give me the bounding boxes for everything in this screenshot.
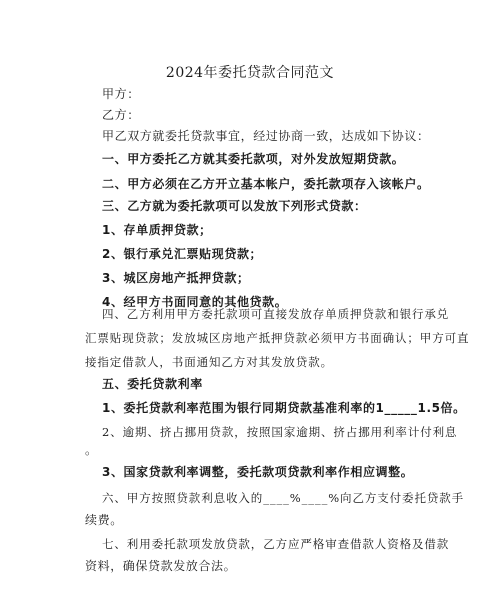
clause-3-item-3: 3、城区房地产抵押贷款； — [102, 271, 250, 285]
clause-2: 二、甲方必须在乙方开立基本帐户，委托款项存入该帐户。 — [102, 177, 430, 191]
document-title: 2024年委托贷款合同范文 — [165, 65, 335, 81]
clause-4-line-3: 接指定借款人，书面通知乙方对其发放贷款。 — [85, 355, 333, 369]
clause-5-heading: 五、委托贷款利率 — [102, 377, 203, 391]
agreement-intro: 甲乙双方就委托贷款事宜，经过协商一致，达成如下协议： — [102, 129, 430, 143]
clause-4-line-1: 四、乙方利用甲方委托款项可直接发放存单质押贷款和银行承兑 — [102, 307, 450, 321]
clause-4-line-2: 汇票贴现贷款；发放城区房地产抵押贷款必须甲方书面确认；甲方可直 — [85, 331, 470, 345]
clause-5-item-3: 3、国家贷款利率调整，委托款项贷款利率作相应调整。 — [102, 465, 414, 479]
party-a-line: 甲方： — [102, 87, 140, 101]
clause-7-line-1: 七、利用委托款项发放贷款，乙方应严格审查借款人资格及借款 — [102, 537, 450, 551]
clause-6-line-1: 六、甲方按照贷款利息收入的____%____%向乙方支付委托贷款手 — [102, 491, 465, 505]
clause-3-item-4: 4、经甲方书面同意的其他贷款。 — [102, 295, 288, 309]
clause-3-item-1: 1、存单质押贷款； — [102, 223, 212, 237]
clause-5-item-1: 1、委托贷款利率范围为银行同期贷款基准利率的1_____1.5倍。 — [102, 401, 466, 415]
clause-1: 一、甲方委托乙方就其委托款项，对外发放短期贷款。 — [102, 152, 405, 166]
clause-3: 三、乙方就为委托款项可以发放下列形式贷款： — [102, 199, 367, 213]
clause-5-item-2: 2、逾期、挤占挪用贷款，按照国家逾期、挤占挪用利率计付利息 — [102, 425, 458, 439]
party-b-line: 乙方： — [102, 108, 140, 122]
clause-5-item-2-cont: 。 — [85, 443, 98, 457]
clause-3-item-2: 2、银行承兑汇票贴现贷款； — [102, 247, 263, 261]
clause-7-line-2: 资料，确保贷款发放合法。 — [85, 559, 237, 573]
clause-6-line-2: 续费。 — [85, 513, 123, 527]
